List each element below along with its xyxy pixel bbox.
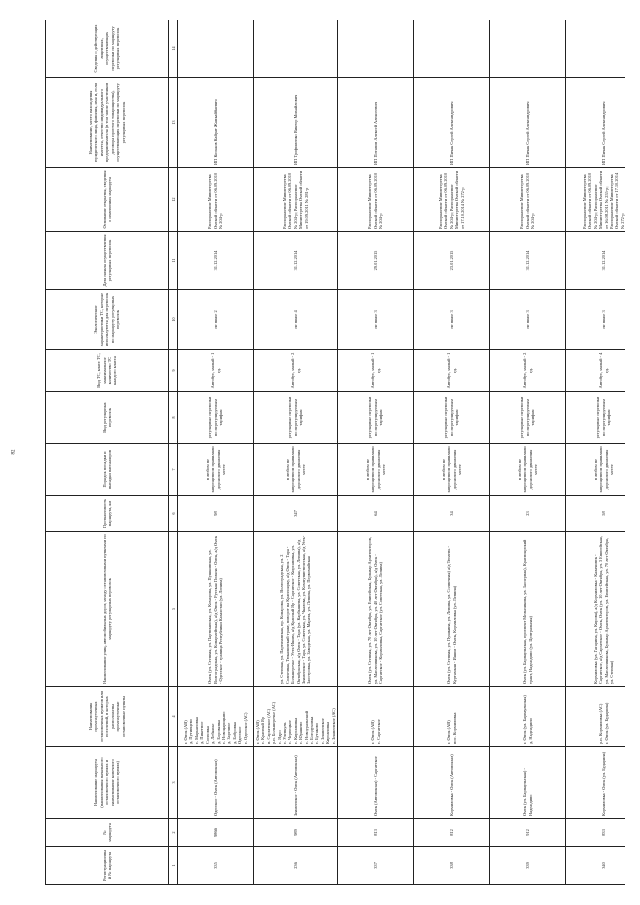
stops-cell	[178, 687, 254, 747]
license-cell	[490, 20, 566, 78]
header-cell: Наименования промежуточных остановочных пунктов или поселений, в которых расположены промежуточные остановочные пункты	[46, 687, 169, 747]
column-number: 1	[169, 847, 178, 885]
header-cell: Сведения о действующих лицензиях, осуществляющих перевозки по маршруту регулярных перевозок	[46, 20, 169, 78]
start-date-cell: 31.12.2014	[178, 232, 254, 290]
transport-kind-cell: регулярные перевозки по нерегулируемым тарифам	[254, 392, 338, 444]
stop-item: д. Боровянка	[215, 720, 221, 744]
start-date-cell: 29.01.2015	[338, 232, 414, 290]
reg-number-cell: 337	[338, 847, 414, 885]
table-row	[338, 20, 414, 885]
stop-item: с. Ядро	[276, 730, 282, 744]
page-number: 82	[11, 449, 17, 455]
stop-item: Одесское	[237, 726, 243, 744]
stop-item: с. Кирсановка	[292, 717, 298, 744]
vehicle-cell: Автобус, малый - 2 ед.	[254, 350, 338, 392]
column-number: 14	[169, 20, 178, 78]
eco-class-cell: не ниже 3	[414, 290, 490, 350]
stops-cell	[338, 687, 414, 747]
header-cell: Протяженность маршрута, км	[46, 496, 169, 532]
column-number: 4	[169, 687, 178, 747]
stop-item: р.п. Большеречье (АС)	[271, 701, 277, 744]
carrier-cell: ИП Пичак Сергей Александрович	[566, 78, 625, 168]
carrier-cell: ИП Коськов Кайрат Жамкайбаевич	[178, 78, 254, 168]
route-number-cell: 813	[338, 819, 414, 847]
reg-number-cell: 335	[178, 847, 254, 885]
column-number: 2	[169, 819, 178, 847]
stop-item: с. Красный Яр	[260, 716, 266, 744]
start-date-cell: 23.01.2015	[414, 232, 490, 290]
vehicle-cell: Автобус, малый - 1 ед.	[178, 350, 254, 392]
reg-number-cell: 338	[414, 847, 490, 885]
table-row	[490, 20, 566, 885]
header-cell: Экологические характеристики ТС, которые используются для перевозок по маршруту регулярных перевозок	[46, 290, 169, 350]
column-number: 7	[169, 444, 178, 496]
header-cell: Порядок посадки и высадки пассажиров	[46, 444, 169, 496]
stop-item: Сосновка	[204, 726, 210, 744]
stop-item: пос. Кормиловка	[451, 712, 457, 744]
vehicle-cell: Автобус, малый - 2 ед.	[490, 350, 566, 392]
license-cell	[178, 20, 254, 78]
header-cell: Наименование улиц, автомобильных дорог, между остановочными пунктами по маршруту регулярных перевозок	[46, 532, 169, 687]
header-cell: Основание открытия, сведения о изменениях маршрута	[46, 168, 169, 232]
basis-cell: Распоряжение Министерства Омской области от 06.09.2010 № 204-р	[178, 168, 254, 232]
header-cell: Вид регулярных перевозок	[46, 392, 169, 444]
stop-item: г. Омск (АВ)	[255, 720, 260, 744]
carrier-cell: ИП Трофименко Виктор Михайлович	[254, 78, 338, 168]
header-cell: Дата начала осуществления регулярных перевозок	[46, 232, 169, 290]
route-name-cell: Омск (Автовокзал) - Саргатское	[338, 747, 414, 819]
stop-item: Кирсановка	[325, 721, 331, 744]
column-number: 6	[169, 496, 178, 532]
streets-cell: Омск (ул. Степная, ул. 70 лет Октября, ул. Енисейская, Бульвар Архитекторов, ул. Масленникова, ул. 10 лет Октября, ул. 40 лет Октября), а/д Омск - Саргатское - Кормиловка, Саргатское (ул. Советская, ул. Ленина)	[338, 532, 414, 687]
route-name-cell: Знаменское - Омск (Автовокзал)	[254, 747, 338, 819]
routes-register-table	[45, 20, 625, 885]
header-cell: Регистрационный № маршрута	[46, 847, 169, 885]
stop-item: с. Уленкуль	[282, 722, 288, 744]
transport-kind-cell: регулярные перевозки по нерегулируемым тарифам	[566, 392, 625, 444]
boarding-cell: в любом не запрещенном правилами дорожного движения месте	[178, 444, 254, 496]
stop-item: д. Заречное	[226, 722, 232, 744]
length-cell: 64	[338, 496, 414, 532]
transport-kind-cell: регулярные перевозки по нерегулируемым тарифам	[178, 392, 254, 444]
route-name-cell: Кормиловка - Омск (ул. Бударина)	[566, 747, 625, 819]
boarding-cell: в любом не запрещенном правилами дорожного движения месте	[254, 444, 338, 496]
stop-item: п. Саргатское (АС)	[265, 708, 271, 744]
stop-item: с. Чернецкое	[287, 720, 293, 744]
reg-number-cell: 340	[566, 847, 625, 885]
stop-item: г. Омск (ул. Бударина)	[603, 702, 609, 744]
stops-cell	[566, 687, 625, 747]
eco-class-cell: не ниже 2	[178, 290, 254, 350]
route-number-cell: 912	[490, 819, 566, 847]
stop-item: с. Знаменское	[319, 718, 325, 744]
start-date-cell: 31.12.2014	[490, 232, 566, 290]
table-body	[178, 20, 626, 885]
transport-kind-cell: регулярные перевозки по нерегулируемым тарифам	[338, 392, 414, 444]
vehicle-cell: Автобус, малый - 4 ед.	[566, 350, 625, 392]
column-number: 5	[169, 532, 178, 687]
route-number-cell: 986б	[178, 819, 254, 847]
routes-register-sheet	[45, 20, 625, 885]
route-name-cell: Омск (ул. Барнаульская) - Надеждино	[490, 747, 566, 819]
stop-item: д. Путинцево	[188, 719, 194, 744]
stop-item: с. Марьяновка	[193, 717, 199, 744]
license-cell	[338, 20, 414, 78]
eco-class-cell: не ниже 3	[490, 290, 566, 350]
stop-item: р.п. Кормиловка (АС)	[598, 703, 604, 744]
transport-kind-cell: регулярные перевозки по нерегулируемым тарифам	[490, 392, 566, 444]
length-cell: 98	[178, 496, 254, 532]
stop-item: с. Новоцарицыно	[220, 711, 226, 744]
column-number: 9	[169, 350, 178, 392]
license-cell	[566, 20, 625, 78]
stop-item: г. Омск (АВ)	[183, 720, 189, 744]
stop-item: с. Новоуральский	[303, 711, 309, 744]
route-name-cell: Кормиловка - Омск (Автовокзал)	[414, 747, 490, 819]
streets-cell: Омск (ул. Барнаульская, проспект Мельникова, ул. Заозерная), Красноярский тракт, Надеждино (ул. Центральная)	[490, 532, 566, 687]
stop-item: с. Юрашево	[298, 721, 304, 744]
vehicle-cell: Автобус, малый - 1 ед.	[414, 350, 490, 392]
eco-class-cell: не ниже 4	[254, 290, 338, 350]
boarding-cell: в любом не запрещенном правилами дорожного движения месте	[338, 444, 414, 496]
basis-cell: Распоряжение Министерства Омской области от 06.09.2010 № 204-р; Распоряжение Министерства Омской области от 19.09.2011 № 281-р	[254, 168, 338, 232]
stop-item: г. Омск (АВ)	[370, 720, 376, 744]
stop-item: д. Лебяжье	[210, 723, 216, 744]
boarding-cell: в любом не запрещенном правилами дорожного движения месте	[566, 444, 625, 496]
carrier-cell: ИП Пичак Сергей Александрович	[414, 78, 490, 168]
basis-cell: Распоряжение Министерства Омской области от 06.09.2010 № 204-р	[490, 168, 566, 232]
table-row	[254, 20, 338, 885]
start-date-cell: 31.12.2014	[566, 232, 625, 290]
table-row	[178, 20, 254, 885]
header-row	[46, 20, 169, 885]
eco-class-cell: не ниже 3	[338, 290, 414, 350]
stop-item: д. Бобровка	[231, 722, 237, 744]
vehicle-cell: Автобус, малый - 1 ед.	[338, 350, 414, 392]
start-date-cell: 31.12.2014	[254, 232, 338, 290]
stops-cell	[414, 687, 490, 747]
license-cell	[414, 20, 490, 78]
column-number: 3	[169, 747, 178, 819]
boarding-cell: в любом не запрещенном правилами дорожного движения месте	[414, 444, 490, 496]
stop-item: д. Пикетное	[199, 721, 205, 744]
stop-item: с. Саргатское	[375, 719, 381, 744]
column-number: 8	[169, 392, 178, 444]
stop-item: г. Омск (АВ)	[446, 720, 452, 744]
basis-cell: Распоряжение Министерства Омской области от 06.09.2010 № 204-р	[338, 168, 414, 232]
column-number-row	[169, 20, 178, 885]
transport-kind-cell: регулярные перевозки по нерегулируемым тарифам	[414, 392, 490, 444]
license-cell	[254, 20, 338, 78]
route-number-cell: 833	[566, 819, 625, 847]
column-number: 10	[169, 290, 178, 350]
streets-cell: ул. Степная, ул. Партизанская, пр. Комарова, ул. Волгоградская, ул. 2 Солнечная, Тюкалинский тракт, поворот на Красноярку, а/д Омск - Тара - Большеречье - Усть-Ишим, а/д Красный Яр - Саргатское - Кирсановка, ул. Октябрьская, а/д Омск - Тара (ул. Карбышева, ул. Советская, ул. Ленина), а/д Знаменское - Тара, ул. Советская, ул. Чкалова, ул. Коммунистическая, а/д Усть-Заостровка, ул. Заводская, ул. Марата, ул. Ленина, ул. Первомайская	[254, 532, 338, 687]
stops-cell	[254, 687, 338, 747]
reg-number-cell: 236	[254, 847, 338, 885]
stop-item: с. Богодуховка	[309, 716, 315, 744]
streets-cell: Кормиловка (ул. Гагарина, ул. Кирова), а/д Кормиловка - Калачинск - Саргатское, а/д Саргатское - Омск, Омск (ул. 10 лет Октября, ул. 3 Енисейская, ул. Масленникова, Бульвар Архитекторов, ул. Енисейская, ул. 70 лет Октября, ул. Степная)	[566, 532, 625, 687]
column-number: 11	[169, 232, 178, 290]
boarding-cell: в любом не запрещенном правилами дорожного движения месте	[490, 444, 566, 496]
length-cell: 34	[414, 496, 490, 532]
streets-cell: Омск (ул. Степная, ул. Партизанская, ул. Комарова, ул. Пушкинская, ул. Волгоградская, ул. Конармейская), а/д Омск - Русская Поляна - Омск, а/д Омск - Одесское - граница Республики Казахстан (ул. Ленина)	[178, 532, 254, 687]
stop-item: д. Надеждино	[527, 718, 533, 744]
stop-item: с. Одесское (АС)	[242, 712, 248, 744]
route-name-cell: Одесское - Омск (Автовокзал)	[178, 747, 254, 819]
header-cell: Вид ТС, класс ТС, максимальное количество ТС каждого класса	[46, 350, 169, 392]
length-cell: 23	[490, 496, 566, 532]
column-number: 13	[169, 78, 178, 168]
document-viewport	[45, 20, 625, 885]
stop-item: с. Знаменское (АС)	[330, 708, 336, 744]
table-row	[566, 20, 625, 885]
stop-item: г. Омск (ул. Барнаульская)	[522, 695, 528, 744]
header-cell: № маршрута	[46, 819, 169, 847]
stops-cell	[490, 687, 566, 747]
column-number: 12	[169, 168, 178, 232]
streets-cell: Омск (ул. Степная, ул. Пушкина, ул. Ленина, ул. Солнечная) а/д Тюмень - Куртамыш - Ишим - Омск, Кормиловка (ул. Ленина)	[414, 532, 490, 687]
route-number-cell: 989	[254, 819, 338, 847]
stop-item: с. Бутаково	[314, 722, 320, 744]
carrier-cell: ИП Потапов Алексей Алексеевич	[338, 78, 414, 168]
carrier-cell: ИП Пичак Сергей Александрович	[490, 78, 566, 168]
basis-cell: Распоряжение Министерства Омской области от 06.09.2010 № 204-р; Распоряжение Министерства Омской области от 17.10.2014 № 272-р	[414, 168, 490, 232]
length-cell: 58	[566, 496, 625, 532]
table-row	[414, 20, 490, 885]
reg-number-cell: 339	[490, 847, 566, 885]
eco-class-cell: не ниже 3	[566, 290, 625, 350]
route-number-cell: 812	[414, 819, 490, 847]
basis-cell: Распоряжение Министерства Омской области от 06.09.2010 № 204-р; Распоряжение Министерства Омской области от 16.08.2011 № 255-р; Распоряжение Министерства Омской области от 17.10.2014 № 272-р	[566, 168, 625, 232]
header-cell: Наименование маршрута (наименования начального остановочного пункта и наименование конечного остановочного пункта)	[46, 747, 169, 819]
header-cell: Наименование, место нахождения юридического лица, фамилия, имя и, если имеется, отчество индивидуального предпринимателя (в том числе участников договора простого товарищества), осуществляющих перевозки по маршруту регулярных перевозок	[46, 78, 169, 168]
length-cell: 347	[254, 496, 338, 532]
